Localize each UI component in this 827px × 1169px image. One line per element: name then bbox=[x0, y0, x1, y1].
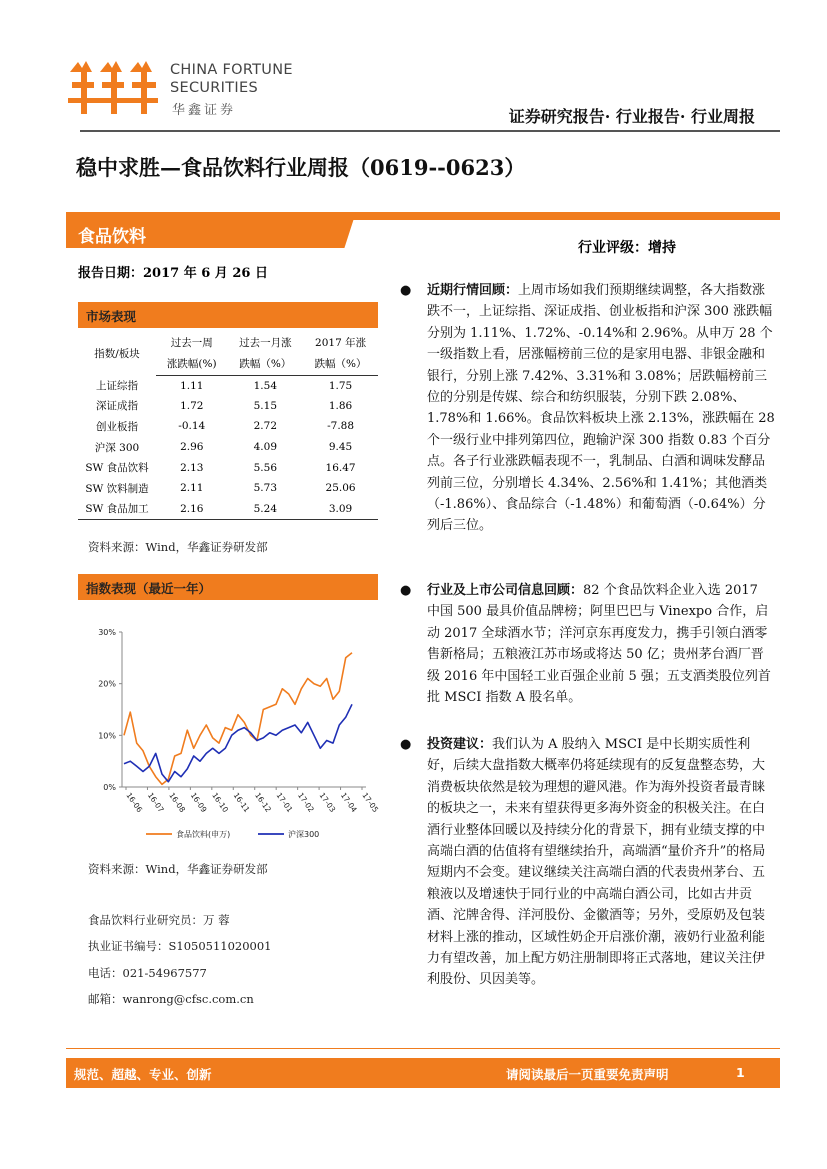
report-type: 证券研究报告· 行业报告· 行业周报 bbox=[508, 107, 755, 126]
header-divider bbox=[80, 130, 780, 132]
table-cell: SW 饮料制造 bbox=[85, 482, 149, 495]
analyst-name: 食品饮料行业研究员：万 蓉 bbox=[88, 913, 230, 927]
section-investment-advice bbox=[400, 734, 775, 991]
legend-label-1: 沪深300 bbox=[288, 830, 320, 839]
analyst-cert: 执业证书编号：S1050511020001 bbox=[88, 939, 272, 953]
table-row bbox=[78, 375, 378, 396]
col-header: 涨跌幅(%) bbox=[156, 353, 228, 375]
report-date: 报告日期：2017 年 6 月 26 日 bbox=[78, 266, 268, 281]
table-cell: 16.47 bbox=[325, 461, 356, 474]
x-tick-label: 17-02 bbox=[295, 790, 316, 815]
table-row bbox=[78, 478, 378, 499]
x-tick-label: 16-08 bbox=[167, 790, 188, 815]
section-heading: 行业及上市公司信息回顾： bbox=[427, 583, 584, 598]
industry-rating: 行业评级：增持 bbox=[578, 240, 676, 256]
company-logo-icon bbox=[66, 58, 162, 118]
market-table bbox=[78, 331, 378, 520]
analyst-phone: 电话：021-54967577 bbox=[88, 966, 207, 980]
table-row bbox=[78, 437, 378, 458]
logo-text-en-line1: CHINA FORTUNE bbox=[170, 62, 293, 78]
x-tick-label: 16-12 bbox=[253, 790, 273, 815]
table-cell: -0.14 bbox=[178, 420, 206, 433]
col-header: 指数/板块 bbox=[94, 347, 140, 360]
chart-source: 资料来源：Wind，华鑫证券研发部 bbox=[88, 862, 268, 876]
x-tick-label: 16-07 bbox=[145, 790, 166, 815]
table-cell: 1.75 bbox=[328, 379, 353, 392]
table-cell: 2.16 bbox=[156, 499, 228, 520]
table-cell: 创业板指 bbox=[96, 420, 138, 433]
bullet-icon: ● bbox=[400, 737, 412, 752]
table-cell: 5.24 bbox=[228, 499, 304, 520]
table-cell: 2.96 bbox=[180, 441, 204, 454]
table-cell: 5.73 bbox=[253, 482, 278, 495]
x-tick-label: 16-09 bbox=[188, 790, 209, 815]
section-heading: 投资建议： bbox=[427, 737, 493, 752]
table-cell: SW 食品饮料 bbox=[85, 462, 149, 475]
section-body: 82 个食品饮料企业入选 2017 中国 500 最具价值品牌榜；阿里巴巴与 Vinexpo 合作，启动 2017 全球酒水节；洋河京东再度发力，携手引领白酒零售新格局；五粮液江苏市场或将达 50 亿；贵州茅台酒厂晋级 2016 年中国轻工业百强企业前 5 强；五支酒类股位列首批 MSCI 指数 A 股名单。 bbox=[427, 583, 771, 706]
x-tick-label: 17-03 bbox=[317, 790, 338, 815]
table-cell: 5.15 bbox=[253, 399, 278, 412]
footer-disclaimer-link[interactable]: 请阅读最后一页重要免责声明 bbox=[506, 1067, 669, 1082]
series-line-0 bbox=[124, 653, 352, 785]
x-tick-label: 16-11 bbox=[231, 790, 252, 815]
bullet-icon: ● bbox=[400, 283, 412, 298]
market-source: 资料来源：Wind，华鑫证券研发部 bbox=[88, 540, 268, 554]
table-cell: 2.72 bbox=[253, 420, 278, 433]
market-heading-label: 市场表现 bbox=[86, 309, 137, 324]
sector-label: 食品饮料 bbox=[78, 227, 146, 247]
col-header: 跌幅（%） bbox=[228, 353, 304, 375]
market-panel-heading bbox=[78, 302, 378, 328]
table-cell: 1.72 bbox=[180, 399, 204, 412]
y-tick-label: 0% bbox=[103, 783, 116, 792]
section-market-review bbox=[400, 280, 775, 537]
y-tick-label: 10% bbox=[98, 731, 116, 741]
table-row bbox=[78, 396, 378, 417]
x-tick-label: 16-06 bbox=[124, 790, 145, 815]
table-cell: 1.86 bbox=[328, 399, 353, 412]
section-body: 上周市场如我们预期继续调整，各大指数涨跌不一，上证综指、深证成指、创业板指和沪深 300 涨跌幅分别为 1.11%、1.72%、-0.14%和 2.96%。从申万 28 个一级指数上看，居涨幅榜前三位的是家用电器、非银金融和银行，分别上涨 7.42%、3.31%和 3.08%；居跌幅榜前三位的分别是传媒、综合和纺织服装，分别下跌 2.08%、1.78%和 1.66%。食品饮料板块上涨 2.13%，涨跌幅在 28 个一级行业中排列第四位，跑输沪深 300 指数 0.83 个百分点。各子行业涨跌幅表现不一，乳制品、白酒和调味发酵品列前三位，分别增长 4.34%、2.56%和 1.41%；其他酒类（-1.86%）、食品综合（-1.48%）和葡萄酒（-0.64%）分列后三位。 bbox=[427, 283, 775, 534]
table-cell: 沪深 300 bbox=[94, 441, 140, 454]
col-header: 2017 年涨 bbox=[315, 336, 367, 349]
col-header: 跌幅（%） bbox=[303, 353, 378, 375]
x-tick-label: 17-01 bbox=[274, 790, 295, 815]
table-cell: 3.09 bbox=[303, 499, 378, 520]
table-cell: 9.45 bbox=[328, 441, 353, 454]
table-row bbox=[78, 499, 378, 520]
table-cell: 深证成指 bbox=[96, 400, 138, 413]
x-tick-label: 16-10 bbox=[210, 790, 231, 815]
logo-text-cn: 华鑫证券 bbox=[172, 103, 237, 118]
table-cell: 上证综指 bbox=[96, 379, 138, 392]
logo-text-en-line2: SECURITIES bbox=[170, 80, 258, 96]
bullet-icon: ● bbox=[400, 583, 412, 598]
table-cell: 1.54 bbox=[253, 379, 278, 392]
legend-label-0: 食品饮料(申万) bbox=[176, 830, 231, 839]
index-chart bbox=[78, 620, 381, 852]
table-cell: 2.11 bbox=[180, 482, 204, 495]
table-cell: 5.56 bbox=[253, 461, 278, 474]
page-number: 1 bbox=[736, 1065, 745, 1080]
col-header: 过去一周 bbox=[170, 336, 213, 349]
table-cell: -7.88 bbox=[327, 420, 355, 433]
y-tick-label: 30% bbox=[98, 628, 116, 637]
table-cell: 1.11 bbox=[180, 379, 204, 392]
col-header: 过去一月涨 bbox=[239, 336, 292, 349]
table-cell: 25.06 bbox=[325, 482, 356, 495]
table-cell: SW 食品加工 bbox=[78, 499, 156, 520]
section-heading: 近期行情回顾： bbox=[427, 283, 519, 298]
footer-motto: 规范、超越、专业、创新 bbox=[74, 1067, 212, 1082]
x-tick-label: 17-04 bbox=[338, 790, 359, 815]
section-industry-news bbox=[400, 580, 775, 708]
index-panel-heading bbox=[78, 574, 378, 600]
table-row bbox=[78, 416, 378, 437]
table-cell: 4.09 bbox=[253, 441, 278, 454]
footer-divider bbox=[66, 1048, 780, 1049]
section-body: 我们认为 A 股纳入 MSCI 是中长期实质性利好，后续大盘指数大概率仍将延续现有的反复盘整态势，大消费板块依然是较为理想的避风港。作为海外投资者最青睐的板块之一，未来有望获得更多海外资金的积极关注。在白酒行业整体回暖以及持续分化的背景下，拥有业绩支撑的中高端白酒的估值将有望继续抬升，高端酒“量价齐升”的格局短期内不会变。建议继续关注高端白酒的代表贵州茅台、五粮液以及增速快于同行业的中高端白酒公司，比如古井贡酒、沱牌舍得、洋河股份、金徽酒等；另外，受原奶及包装材料上涨的推动，区域性奶企开启涨价潮，液奶行业盈利能力有望改善，加上配方奶注册制即将正式落地，建议关注伊利股份、贝因美等。 bbox=[427, 737, 766, 988]
index-heading-label: 指数表现（最近一年） bbox=[86, 581, 212, 596]
x-tick-label: 17-05 bbox=[360, 790, 381, 815]
table-row bbox=[78, 457, 378, 478]
y-tick-label: 20% bbox=[98, 679, 116, 689]
table-cell: 2.13 bbox=[180, 461, 204, 474]
document-title: 稳中求胜—食品饮料行业周报（0619--0623） bbox=[76, 155, 526, 180]
analyst-email[interactable]: 邮箱：wanrong@cfsc.com.cn bbox=[88, 992, 254, 1006]
